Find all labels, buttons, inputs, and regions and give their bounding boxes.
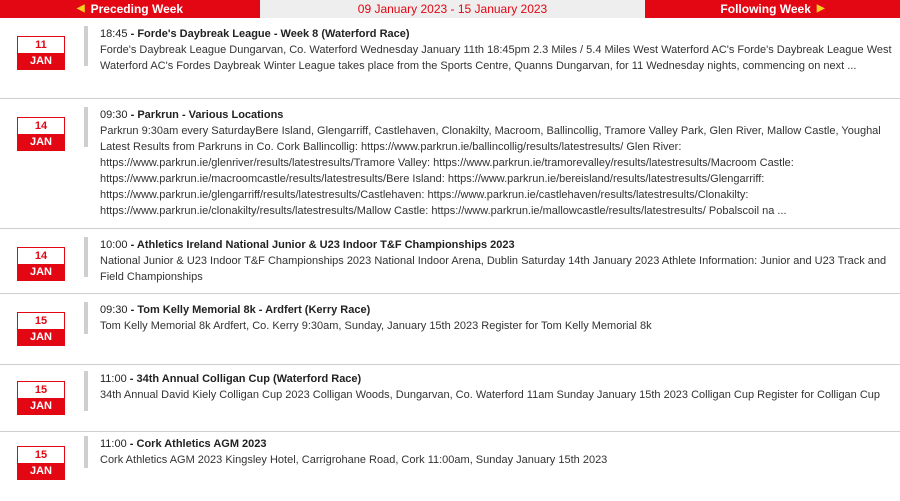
date-badge (17, 117, 65, 151)
event-item (0, 432, 900, 492)
event-time: 10:00 (100, 239, 128, 251)
event-title-link[interactable]: Cork Athletics AGM 2023 (136, 438, 267, 450)
event-time: 18:45 (100, 28, 128, 40)
event-divider (84, 107, 88, 147)
week-range: 09 January 2023 - 15 January 2023 (260, 0, 645, 18)
event-content (100, 302, 900, 334)
event-content (100, 237, 900, 285)
date-badge (17, 381, 65, 415)
event-content (100, 436, 900, 468)
event-divider (84, 436, 88, 468)
event-description: 34th Annual David Kiely Colligan Cup 2023 Colligan Woods, Dungarvan, Co. Waterford 11am Sunday January 15th 2023 Colligan Cup Register for Colligan Cup (100, 389, 881, 401)
date-month: JAN (18, 398, 64, 414)
event-title-link[interactable]: Forde's Daybreak League - Week 8 (Waterford Race) (137, 28, 410, 40)
event-title-link[interactable]: Athletics Ireland National Junior & U23 Indoor T&F Championships 2023 (136, 239, 515, 251)
event-title-line: 11:00 - Cork Athletics AGM 2023 (100, 438, 267, 450)
week-navigation (0, 0, 900, 18)
preceding-week-button[interactable] (0, 0, 260, 18)
date-badge (17, 312, 65, 346)
date-badge (17, 446, 65, 480)
date-day: 14 (34, 120, 48, 132)
date-day: 15 (34, 315, 48, 327)
date-day: 15 (34, 384, 48, 396)
event-time: 09:30 (100, 109, 128, 121)
date-day: 15 (34, 449, 48, 461)
event-title-line: 10:00 - Athletics Ireland National Junior & U23 Indoor T&F Championships 2023 (100, 239, 515, 251)
event-divider (84, 302, 88, 334)
event-time: 11:00 (100, 373, 127, 385)
event-title-link[interactable]: 34th Annual Colligan Cup (Waterford Race) (136, 373, 362, 385)
event-time: 09:30 (100, 304, 128, 316)
event-content (100, 371, 900, 403)
date-month: JAN (18, 134, 64, 150)
event-item (0, 294, 900, 365)
event-content (100, 26, 900, 74)
event-item (0, 18, 900, 99)
date-badge (17, 247, 65, 281)
date-month: JAN (18, 329, 64, 345)
date-month: JAN (18, 463, 64, 479)
event-item (0, 229, 900, 294)
following-week-button[interactable] (645, 0, 900, 18)
following-week-label: Following Week (720, 2, 811, 16)
event-description: National Junior & U23 Indoor T&F Championships 2023 National Indoor Arena, Dublin Saturday 14th January 2023 Athlete Information: Junior and U23 Track and Field Championships (100, 255, 887, 283)
event-divider (84, 237, 88, 277)
event-content (100, 107, 900, 219)
event-divider (84, 371, 88, 411)
event-time: 11:00 (100, 438, 127, 450)
event-title-link[interactable]: Parkrun - Various Locations (137, 109, 284, 121)
date-day: 11 (35, 39, 47, 51)
event-item (0, 365, 900, 432)
date-badge (17, 36, 65, 70)
event-title-line: 18:45 - Forde's Daybreak League - Week 8 (Waterford Race) (100, 28, 410, 40)
event-title-line: 09:30 - Parkrun - Various Locations (100, 109, 284, 121)
date-day: 14 (34, 250, 48, 262)
event-description: Tom Kelly Memorial 8k Ardfert, Co. Kerry 9:30am, Sunday, January 15th 2023 Register for Tom Kelly Memorial 8k (100, 320, 652, 332)
event-title-line: 11:00 - 34th Annual Colligan Cup (Waterford Race) (100, 373, 362, 385)
date-month: JAN (18, 53, 64, 69)
event-item (0, 99, 900, 229)
event-description: Forde's Daybreak League Dungarvan, Co. Waterford Wednesday January 11th 18:45pm 2.3 Miles / 5.4 Miles West Waterford AC's Forde's Daybreak League West Waterford AC's Fordes Daybreak Winter League takes place from the Sports Centre, Quanns Dungarvan, for 11 Wednesday nights, commencing on next ... (100, 44, 892, 72)
event-title-link[interactable]: Tom Kelly Memorial 8k - Ardfert (Kerry Race) (137, 304, 371, 316)
event-description: Parkrun 9:30am every SaturdayBere Island, Glengarriff, Castlehaven, Clonakilty, Macroom, Ballincollig, Tramore Valley Park, Glen River, Mallow Castle, Youghal Latest Results from Parkruns in Co. Cork Ballincollig: https://www.parkrun.ie/ballincollig/results/latestresults/ Glen River: https://www.parkrun.ie/glenriver/results/latestresults/Tramore Valley: https://www.parkrun.ie/tramorevalley/results/latestresults/Macroom Castle: https://www.parkrun.ie/macroomcastle/results/latestresults/Bere Island: https://www.parkrun.ie/bereisland/results/latestresults/Glengarriff: https://www.parkrun.ie/glengarriff/results/latestresults/Castlehaven: https://www.parkrun.ie/castlehaven/results/latestresults/Clonakilty: https://www.parkrun.ie/clonakilty/results/latestresults/Mallow Castle: https://www.parkrun.ie/mallowcastle/results/latestresults/ Pobalscoil na ... (100, 125, 881, 217)
event-title-line: 09:30 - Tom Kelly Memorial 8k - Ardfert (Kerry Race) (100, 304, 371, 316)
event-description: Cork Athletics AGM 2023 Kingsley Hotel, Carrigrohane Road, Cork 11:00am, Sunday January 15th 2023 (100, 454, 608, 466)
preceding-week-label: Preceding Week (90, 2, 184, 16)
event-divider (84, 26, 88, 66)
arrow-right-icon: ▶ (816, 3, 825, 14)
arrow-left-icon: ◀ (76, 3, 85, 14)
date-month: JAN (18, 264, 64, 280)
